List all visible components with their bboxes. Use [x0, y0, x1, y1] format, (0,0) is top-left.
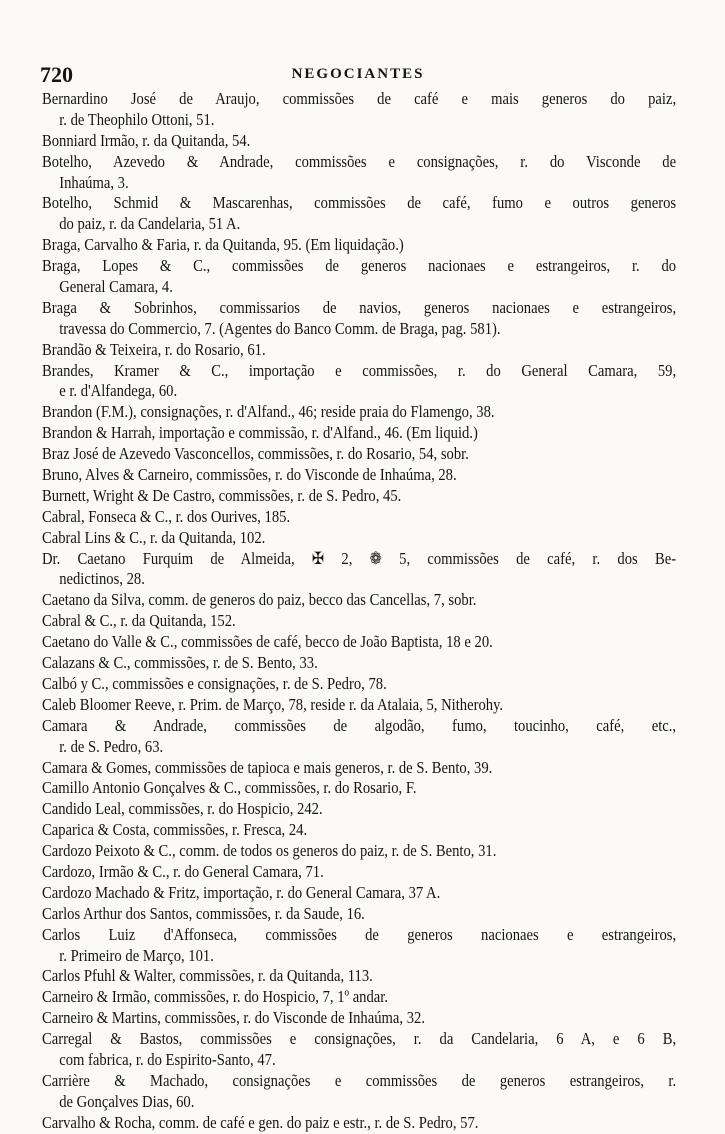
entry-line: Cabral & C., r. da Quitanda, 152.: [42, 611, 236, 631]
entry-line: Camara & Gomes, commissões de tapioca e mais generos, r. de S. Bento, 39.: [42, 757, 493, 777]
directory-entry: [42, 966, 676, 987]
directory-entry: [42, 444, 676, 465]
entry-line: Calazans & C., commissões, r. de S. Bento, 33.: [42, 653, 318, 673]
directory-entry: [42, 987, 676, 1008]
entry-line: Carneiro & Irmão, commissões, r. do Hospicio, 7, 1º andar.: [42, 987, 389, 1007]
entry-line: Candido Leal, commissões, r. do Hospicio, 242.: [42, 799, 323, 819]
entry-line: Brandon (F.M.), consignações, r. d'Alfand., 46; reside praia do Flamengo, 38.: [42, 402, 495, 422]
directory-entry: [42, 423, 676, 444]
entry-line: Cardozo Peixoto & C., comm. de todos os generos do paiz, r. de S. Bento, 31.: [42, 841, 497, 861]
directory-entry: [42, 758, 676, 779]
directory-entry: [42, 528, 676, 549]
entry-line: Inhaúma, 3.: [59, 172, 129, 192]
directory-entry: [42, 653, 676, 674]
directory-entry: [42, 1008, 676, 1029]
entry-line: r. de S. Pedro, 63.: [59, 736, 164, 756]
directory-entry: [42, 778, 676, 799]
entry-line: Carrière & Machado, consignações e commissões de generos estrangeiros, r.: [42, 1070, 677, 1090]
entry-line: Cardozo Machado & Fritz, importação, r. do General Camara, 37 A.: [42, 882, 441, 902]
directory-entry: [42, 298, 676, 340]
entry-line: Carneiro & Martins, commissões, r. do Visconde de Inhaúma, 32.: [42, 1008, 425, 1028]
directory-entry: [42, 590, 676, 611]
entry-line: Braz José de Azevedo Vasconcellos, commissões, r. do Rosario, 54, sobr.: [42, 444, 469, 464]
entry-line: Botelho, Schmid & Mascarenhas, commissões de café, fumo e outros generos: [42, 193, 677, 213]
entry-line: r. Primeiro de Março, 101.: [59, 945, 214, 965]
entry-line: Carregal & Bastos, commissões e consignações, r. da Candelaria, 6 A, e 6 B,: [42, 1029, 677, 1049]
directory-entry: [42, 632, 676, 653]
entry-line: Burnett, Wright & De Castro, commissões, r. de S. Pedro, 45.: [42, 485, 402, 505]
directory-entry: [42, 465, 676, 486]
entry-line: Bonniard Irmão, r. da Quitanda, 54.: [42, 130, 251, 150]
entry-line: Caparica & Costa, commissões, r. Fresca, 24.: [42, 820, 308, 840]
entry-line: do paiz, r. da Candelaria, 51 A.: [59, 214, 241, 234]
entry-line: Braga & Sobrinhos, commissarios de navios, generos nacionaes e estrangeiros,: [42, 297, 677, 317]
directory-entry: [42, 131, 676, 152]
page-header: [40, 62, 676, 86]
entry-line: Carlos Arthur dos Santos, commissões, r. da Saude, 16.: [42, 903, 365, 923]
directory-entry: [42, 862, 676, 883]
entry-line: Camara & Andrade, commissões de algodão, fumo, toucinho, café, etc.,: [42, 715, 677, 735]
entry-line: de Gonçalves Dias, 60.: [59, 1091, 195, 1111]
entry-line: e r. d'Alfandega, 60.: [59, 381, 178, 401]
directory-entry: [42, 193, 676, 235]
directory-entry: [42, 695, 676, 716]
directory-entry: [42, 152, 676, 194]
directory-entry: [42, 235, 676, 256]
directory-entry: [42, 507, 676, 528]
directory-entry: [42, 1029, 676, 1071]
directory-entry: [42, 716, 676, 758]
entry-line: Bernardino José de Araujo, commissões de café e mais generos do paiz,: [42, 89, 677, 108]
directory-entry: [42, 1071, 676, 1113]
directory-entry: [42, 402, 676, 423]
entry-line: Camillo Antonio Gonçalves & C., commissões, r. do Rosario, F.: [42, 778, 417, 798]
page-number: 720: [40, 62, 73, 87]
entry-line: Brandes, Kramer & C., importação e commissões, r. do General Camara, 59,: [42, 360, 677, 380]
directory-entry: [42, 883, 676, 904]
entry-line: Bruno, Alves & Carneiro, commissões, r. do Visconde de Inhaúma, 28.: [42, 465, 457, 485]
entry-line: Brandão & Teixeira, r. do Rosario, 61.: [42, 339, 266, 359]
entry-line: Botelho, Azevedo & Andrade, commissões e consignações, r. do Visconde de: [42, 151, 677, 171]
directory-entry: [42, 549, 676, 591]
entry-line: Cardozo, Irmão & C., r. do General Camara, 71.: [42, 861, 324, 881]
directory-entry: [42, 89, 676, 131]
directory-entry: [42, 361, 676, 403]
entry-line: Caetano do Valle & C., commissões de café, becco de João Baptista, 18 e 20.: [42, 632, 493, 652]
entry-line: Brandon & Harrah, importação e commissão, r. d'Alfand., 46. (Em liquid.): [42, 423, 478, 443]
entry-line: travessa do Commercio, 7. (Agentes do Banco Comm. de Braga, pag. 581).: [59, 318, 501, 338]
directory-entry: [42, 1113, 676, 1134]
entry-line: Caetano da Silva, comm. de generos do paiz, becco das Cancellas, 7, sobr.: [42, 590, 477, 610]
directory-entry: [42, 256, 676, 298]
directory-entry: [42, 841, 676, 862]
entry-line: Caleb Bloomer Reeve, r. Prim. de Março, 78, reside r. da Atalaia, 5, Nitherohy.: [42, 694, 504, 714]
directory-entry: [42, 340, 676, 361]
directory-entry: [42, 904, 676, 925]
entry-line: Carlos Luiz d'Affonseca, commissões de generos nacionaes e estrangeiros,: [42, 924, 677, 944]
entry-line: Cabral, Fonseca & C., r. dos Ourives, 185.: [42, 506, 291, 526]
entry-line: r. de Theophilo Ottoni, 51.: [59, 109, 215, 129]
entry-line: Dr. Caetano Furquim de Almeida, ✠ 2, ❁ 5, commissões de café, r. dos Be-: [42, 548, 677, 568]
directory-entry: [42, 674, 676, 695]
directory-entry: [42, 925, 676, 967]
entry-line: nedictinos, 28.: [59, 569, 145, 589]
directory-entry: [42, 799, 676, 820]
entry-line: com fabrica, r. do Espirito-Santo, 47.: [59, 1049, 276, 1069]
entry-line: Carlos Pfuhl & Walter, commissões, r. da Quitanda, 113.: [42, 966, 373, 986]
entry-line: Cabral Lins & C., r. da Quitanda, 102.: [42, 527, 266, 547]
directory-entry: [42, 486, 676, 507]
entry-line: Carvalho & Rocha, comm. de café e gen. do paiz e estr., r. de S. Pedro, 57.: [42, 1112, 479, 1132]
entry-line: General Camara, 4.: [59, 277, 173, 297]
page-title: NEGOCIANTES: [291, 66, 425, 82]
entry-line: Braga, Lopes & C., commissões de generos nacionaes e estrangeiros, r. do: [42, 256, 677, 276]
directory-entry: [42, 820, 676, 841]
directory-entry: [42, 611, 676, 632]
entry-line: Calbó y C., commissões e consignações, r. de S. Pedro, 78.: [42, 673, 387, 693]
directory-entries: [42, 89, 676, 1134]
entry-line: Braga, Carvalho & Faria, r. da Quitanda, 95. (Em liquidação.): [42, 235, 404, 255]
